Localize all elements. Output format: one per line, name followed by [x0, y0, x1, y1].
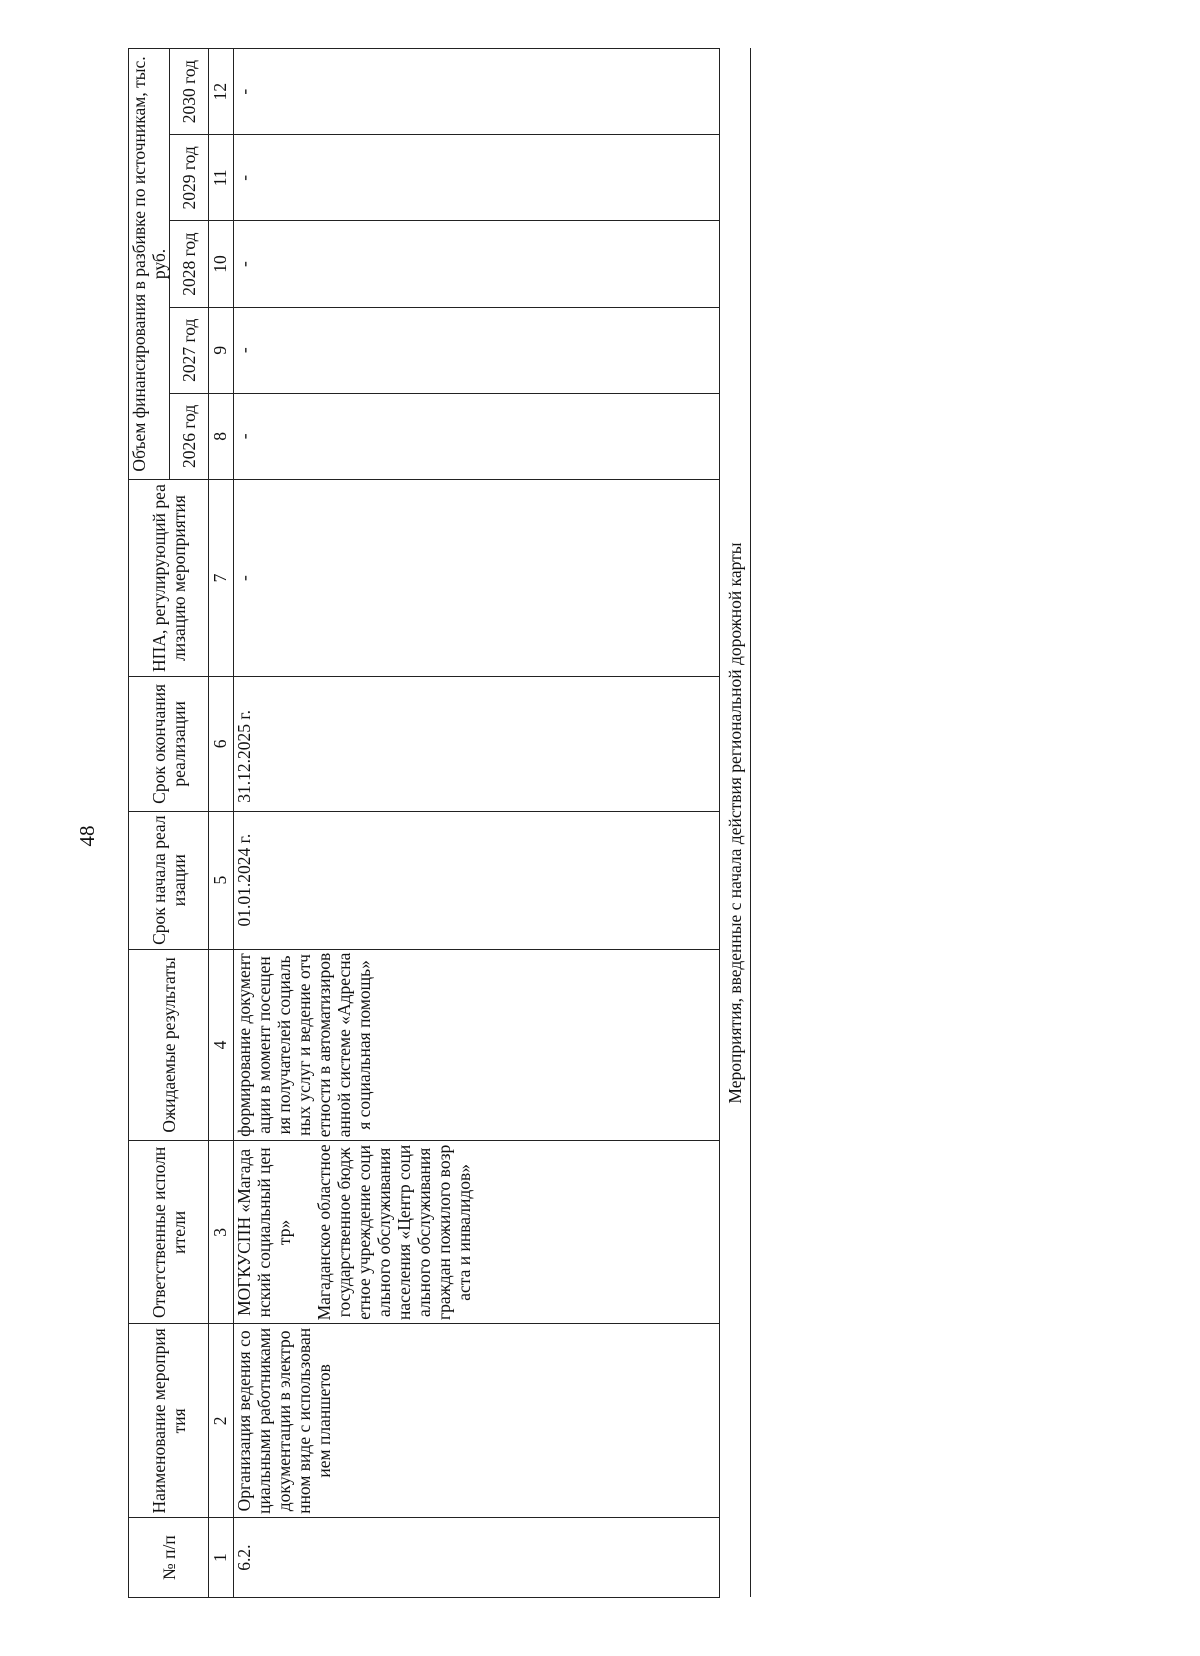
funding-2027: -	[234, 307, 720, 393]
column-number: 6	[209, 677, 234, 812]
header-year-2028: 2028 год	[170, 221, 209, 307]
header-year-2027: 2027 год	[170, 307, 209, 393]
column-number: 1	[209, 1518, 234, 1598]
start-date: 01.01.2024 г.	[234, 811, 720, 949]
header-results: Ожидаемые результаты	[129, 949, 209, 1141]
header-start: Срок начала реализации	[129, 811, 209, 949]
header-funding: Объем финансирования в разбивке по источникам, тыс. руб.	[129, 49, 170, 480]
roadmap-table	[128, 48, 751, 1598]
header-year-2030: 2030 год	[170, 49, 209, 135]
header-executors: Ответственные исполнители	[129, 1141, 209, 1324]
header-row-1	[129, 49, 170, 1598]
column-number: 2	[209, 1324, 234, 1518]
expected-results: формирование документации в момент посещения получателей социальных услуг и ведение отчетности в автоматизированной системе «Адресная социальная помощь»	[234, 949, 720, 1141]
end-date: 31.12.2025 г.	[234, 677, 720, 812]
page-number: 48	[75, 825, 99, 847]
header-year-2029: 2029 год	[170, 135, 209, 221]
header-npa: НПА, регулирующий реализацию мероприятия	[129, 479, 209, 676]
section-footer-text: Мероприятия, введенные с начала действия региональной дорожной карты	[720, 49, 751, 1598]
funding-2030: -	[234, 49, 720, 135]
column-number: 7	[209, 479, 234, 676]
column-numbers-row	[209, 49, 234, 1598]
table-row	[234, 49, 720, 1598]
funding-2026: -	[234, 393, 720, 479]
column-number: 11	[209, 135, 234, 221]
column-number: 3	[209, 1141, 234, 1324]
row-number: 6.2.	[234, 1518, 720, 1598]
column-number: 4	[209, 949, 234, 1141]
executor-2: Магаданское областное государственное бюджетное учреждение социального обслуживания населения «Центр социального обслуживания граждан пожилого возраста и инвалидов»	[314, 1144, 474, 1321]
column-number: 10	[209, 221, 234, 307]
header-end: Срок окончания реализации	[129, 677, 209, 812]
executor-1: МОГКУСПН «Магаданский социальный центр»	[234, 1147, 294, 1318]
responsible-executors	[234, 1141, 720, 1324]
header-name: Наименование мероприятия	[129, 1324, 209, 1518]
column-number: 12	[209, 49, 234, 135]
header-year-2026: 2026 год	[170, 393, 209, 479]
column-number: 9	[209, 307, 234, 393]
column-number: 8	[209, 393, 234, 479]
column-number: 5	[209, 811, 234, 949]
activity-name: Организация ведения социальными работниками документации в электронном виде с использованием планшетов	[234, 1324, 720, 1518]
rotated-table-container	[128, 48, 808, 1598]
section-footer-row	[720, 49, 751, 1598]
funding-2028: -	[234, 221, 720, 307]
npa-value: -	[234, 479, 720, 676]
funding-2029: -	[234, 135, 720, 221]
header-num: № п/п	[129, 1518, 209, 1598]
